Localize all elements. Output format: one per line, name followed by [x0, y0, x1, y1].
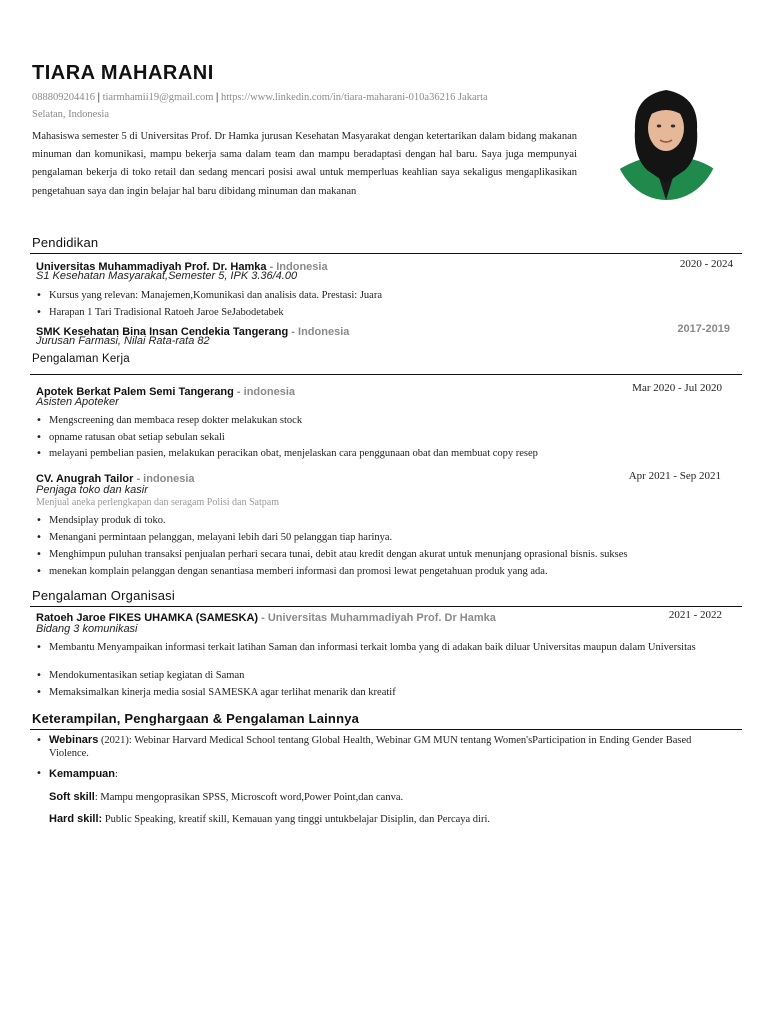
education-degree: Jurusan Farmasi, Nilai Rata-rata 82	[36, 335, 210, 347]
institution-location: - Indonesia	[266, 261, 328, 273]
soft-skill-line: Soft skill: Mampu mengoprasikan SPSS, Microscoft word,Power Point,dan canva.	[49, 791, 404, 803]
company-name: Apotek Berkat Palem Semi Tangerang	[36, 386, 234, 398]
section-title-organization: Pengalaman Organisasi	[32, 588, 175, 603]
job-title: Asisten Apoteker	[36, 396, 119, 408]
email: tiarmhamii19@gmail.com	[102, 92, 214, 103]
education-date: 2017-2019	[677, 323, 730, 335]
company-location: - indonesia	[133, 473, 195, 485]
hard-skill-line: Hard skill: Public Speaking, kreatif skill, Kemauan yang tinggi untukbelajar Disiplin, dan Percaya diri.	[49, 813, 491, 825]
work-date: Apr 2021 - Sep 2021	[628, 470, 721, 482]
linkedin-url: https://www.linkedin.com/in/tiara-maharani-010a36216	[220, 92, 456, 103]
list-item: • Menangani permintaan pelanggan, melayani lebih dari 50 pelanggan tiap harinya.	[36, 532, 392, 545]
section-title-education: Pendidikan	[32, 235, 99, 250]
org-date: 2021 - 2022	[668, 609, 722, 621]
section-title-skills: Keterampilan, Penghargaan & Pengalaman Lainnya	[32, 711, 360, 726]
company-name: CV. Anugrah Tailor	[36, 473, 134, 485]
section-divider	[30, 606, 742, 607]
profile-summary: Mahasiswa semester 5 di Universitas Prof. Dr Hamka jurusan Kesehatan Masyarakat dengan ketertarikan dalam bidang makanan minuman dan komunikasi, mampu bekerja sama dalam team dan mampu beradaptasi dengan hal baru. Saya juga mempunyai pengalaman bekerja di toko retail dan sedang mencari posisi awal untuk memperluas keahlian saya sekaligus mengaplikasikan pengetahuan saya dan ingin belajar hal baru dibidang minuman dan makanan	[32, 131, 577, 197]
location-part2: Selatan, Indonesia	[32, 109, 109, 120]
list-item: • Harapan 1 Tari Tradisional Ratoeh Jaroe SeJabodetabek	[36, 307, 284, 320]
phone: 088809204416	[32, 92, 95, 103]
list-item: • Memaksimalkan kinerja media sosial SAMESKA agar terlihat menarik dan kreatif	[36, 687, 396, 700]
section-title-work: Pengalaman Kerja	[32, 353, 130, 365]
location-part1: Jakarta	[457, 92, 488, 103]
list-item-ability: • Kemampuan:	[36, 768, 118, 782]
list-item: • Mengscreening dan membaca resep dokter melakukan stock	[36, 415, 302, 428]
job-title: Penjaga toko dan kasir	[36, 484, 148, 496]
section-divider	[30, 729, 742, 730]
education-degree: S1 Kesehatan Masyarakat,Semester 5, IPK 3.36/4.00	[36, 270, 298, 282]
organization-affiliation: - Universitas Muhammadiyah Prof. Dr Hamka	[258, 612, 496, 624]
list-item: • Mendokumentasikan setiap kegiatan di Saman	[36, 670, 244, 683]
list-item: • Menghimpun puluhan transaksi penjualan perhari secara tunai, debit atau kredit dengan akurat untuk menunjang oprasional bisnis. sukses	[36, 549, 628, 562]
list-item-webinars: • Webinars (2021): Webinar Harvard Medical School tentang Global Health, Webinar GM MUN tentang Women'sParticipation in Ending Gender Based Violence.	[36, 734, 726, 760]
institution-name: Universitas Muhammadiyah Prof. Dr. Hamka	[36, 261, 267, 273]
candidate-name: TIARA MAHARANI	[32, 62, 214, 84]
profile-photo	[613, 78, 720, 200]
institution-location: - Indonesia	[288, 326, 350, 338]
job-description: Menjual aneka perlengkapan dan seragam Polisi dan Satpam	[36, 497, 279, 508]
section-divider	[30, 253, 742, 254]
list-item: • Membantu Menyampaikan informasi terkait latihan Saman dan informasi terkait lomba yang di adakan baik diluar Universitas maupun dalam Universitas	[36, 642, 726, 655]
org-role: Bidang 3 komunikasi	[36, 623, 138, 635]
list-item: • melayani pembelian pasien, melakukan peracikan obat, menjelaskan cara penggunaan obat dan membuat copy resep	[36, 448, 538, 461]
work-date: Mar 2020 - Jul 2020	[632, 382, 722, 394]
institution-name: SMK Kesehatan Bina Insan Cendekia Tangerang	[36, 326, 289, 338]
company-location: - indonesia	[233, 386, 295, 398]
list-item: • Kursus yang relevan: Manajemen,Komunikasi dan analisis data. Prestasi: Juara	[36, 290, 382, 303]
organization-name: Ratoeh Jaroe FIKES UHAMKA (SAMESKA)	[36, 612, 259, 624]
list-item: • Mendsiplay produk di toko.	[36, 515, 166, 528]
list-item: • opname ratusan obat setiap sebulan sekali	[36, 432, 225, 445]
contact-line: 088809204416 | tiarmhamii19@gmail.com | https://www.linkedin.com/in/tiara-maharani-010a36216 Jakarta Selatan, Indonesia	[32, 92, 488, 120]
education-date: 2020 - 2024	[679, 258, 733, 270]
list-item: • menekan komplain pelanggan dengan senantiasa memberi informasi dan promosi lewat pengetahuan produk yang ada.	[36, 566, 548, 579]
section-divider	[30, 374, 742, 375]
